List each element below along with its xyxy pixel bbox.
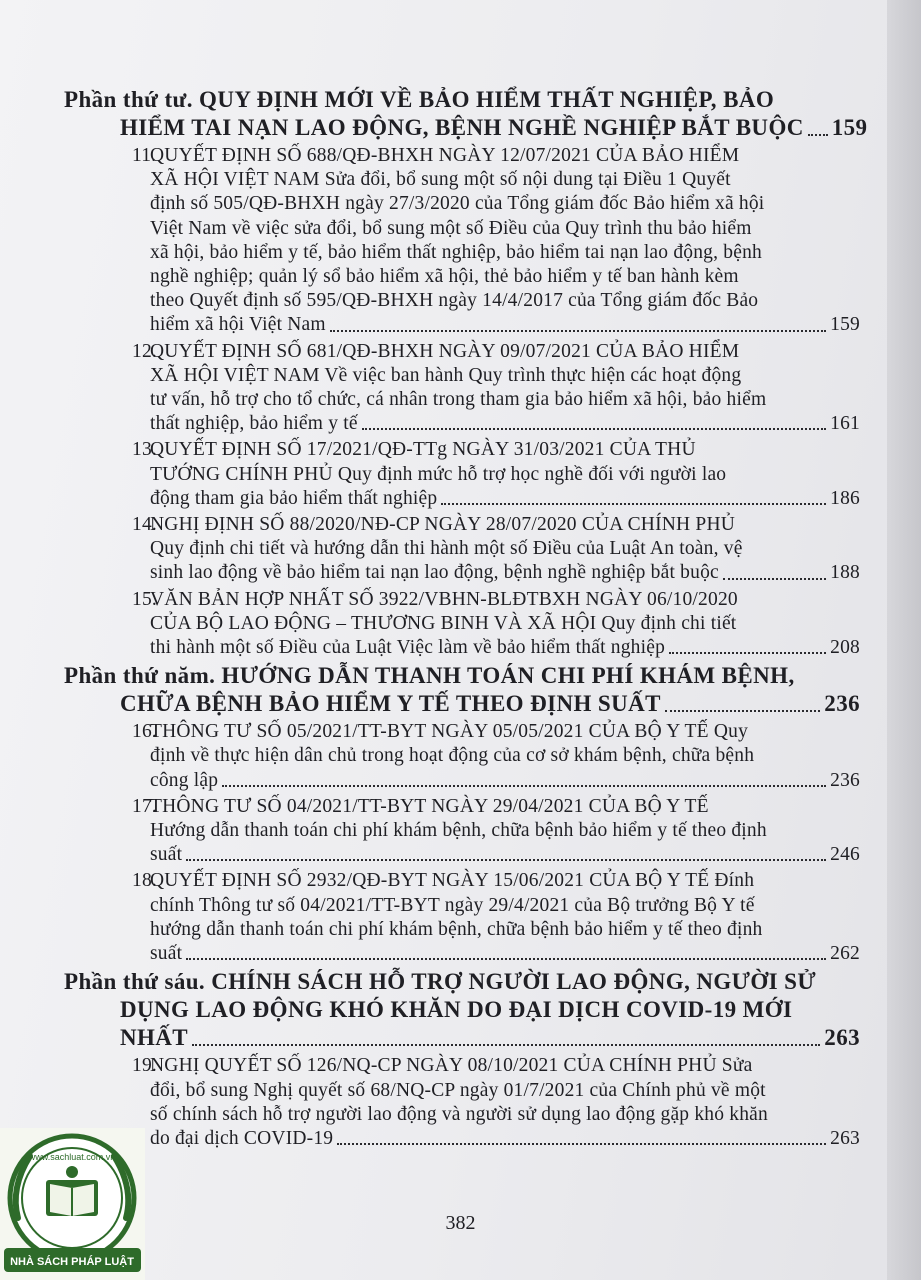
dot-leader (186, 859, 826, 861)
part-title-line: Phần thứ năm. HƯỚNG DẪN THANH TOÁN CHI PHÍ KHÁM BỆNH, (64, 663, 795, 689)
entry-line: theo Quyết định số 595/QĐ-BHXH ngày 14/4/2017 của Tổng giám đốc Bảo (150, 290, 759, 312)
entry-line: nghề nghiệp; quản lý sổ bảo hiểm xã hội, thẻ bảo hiểm y tế ban hành kèm (150, 266, 739, 288)
entry-number: 14. (132, 514, 157, 536)
entry-line: do đại dịch COVID-19 (150, 1127, 334, 1149)
part-page-number: 236 (824, 691, 860, 717)
dot-leader (723, 578, 826, 580)
entry-line: thất nghiệp, bảo hiểm y tế (150, 413, 358, 435)
part-heading-6[interactable] (64, 968, 860, 1052)
dot-leader (222, 785, 826, 787)
entry-line: hướng dẫn thanh toán chi phí khám bệnh, chữa bệnh bảo hiểm y tế theo định (150, 918, 763, 940)
toc-entry-18[interactable] (64, 869, 860, 966)
entry-line: động tham gia bảo hiểm thất nghiệp (150, 487, 438, 509)
page-number: 382 (445, 1212, 476, 1234)
table-of-contents (64, 86, 868, 1153)
dot-leader (186, 958, 826, 960)
entry-number: 13. (132, 439, 157, 461)
entry-line: hiểm xã hội Việt Nam (150, 314, 326, 336)
entry-line: số chính sách hỗ trợ người lao động và người sử dụng lao động gặp khó khăn (150, 1103, 768, 1125)
entry-number: 15. (132, 588, 157, 610)
entry-number: 16. (132, 721, 157, 743)
entry-line: suất (150, 844, 183, 866)
entry-line: chính Thông tư số 04/2021/TT-BYT ngày 29/4/2021 của Bộ trưởng Bộ Y tế (150, 894, 755, 916)
dot-leader (665, 690, 820, 712)
entry-number: 12. (132, 340, 157, 362)
entry-line: định số 505/QĐ-BHXH ngày 27/3/2020 của Tổng giám đốc Bảo hiểm xã hội (150, 193, 765, 215)
entry-line: QUYẾT ĐỊNH SỐ 681/QĐ-BHXH NGÀY 09/07/2021 CỦA BẢO HIỂM (150, 340, 740, 362)
law-book-emblem-icon (0, 1128, 145, 1280)
entry-line: định về thực hiện dân chủ trong hoạt động của cơ sở khám bệnh, chữa bệnh (150, 745, 755, 767)
entry-line: thi hành một số Điều của Luật Việc làm về bảo hiểm thất nghiệp (150, 637, 666, 659)
entry-line: QUYẾT ĐỊNH SỐ 17/2021/QĐ-TTg NGÀY 31/03/2021 CỦA THỦ (150, 439, 696, 461)
entry-line: Hướng dẫn thanh toán chi phí khám bệnh, chữa bệnh bảo hiểm y tế theo định (150, 820, 767, 842)
entry-line: THÔNG TƯ SỐ 05/2021/TT-BYT NGÀY 05/05/2021 CỦA BỘ Y TẾ Quy (150, 721, 749, 743)
entry-line: QUYẾT ĐỊNH SỐ 688/QĐ-BHXH NGÀY 12/07/2021 CỦA BẢO HIỂM (150, 145, 740, 166)
dot-leader (337, 1143, 826, 1145)
toc-entry-12[interactable] (64, 340, 860, 437)
entry-line: sinh lao động về bảo hiểm tai nạn lao động, bệnh nghề nghiệp bắt buộc (150, 562, 719, 584)
entry-page-number: 262 (830, 943, 860, 965)
dot-leader (808, 114, 828, 136)
part-title-line: Phần thứ tư. QUY ĐỊNH MỚI VỀ BẢO HIỂM THẤT NGHIỆP, BẢO (64, 87, 775, 112)
part-page-number: 263 (824, 1025, 860, 1051)
part-title-line: DỤNG LAO ĐỘNG KHÓ KHĂN DO ĐẠI DỊCH COVID-19 MỚI (120, 997, 793, 1023)
entry-line: công lập (150, 769, 219, 791)
entry-line: QUYẾT ĐỊNH SỐ 2932/QĐ-BYT NGÀY 15/06/2021 CỦA BỘ Y TẾ Đính (150, 870, 755, 892)
entry-line: XÃ HỘI VIỆT NAM Sửa đổi, bổ sung một số nội dung tại Điều 1 Quyết (150, 169, 731, 191)
part-title-line: CHỮA BỆNH BẢO HIỂM Y TẾ THEO ĐỊNH SUẤT (120, 691, 661, 717)
entry-page-number: 186 (830, 487, 860, 509)
entry-page-number: 263 (830, 1127, 860, 1149)
dot-leader (362, 428, 826, 430)
part-title-line: HIỂM TAI NẠN LAO ĐỘNG, BỆNH NGHỀ NGHIỆP BẮT BUỘC (120, 115, 804, 140)
entry-line: đổi, bổ sung Nghị quyết số 68/NQ-CP ngày 01/7/2021 của Chính phủ về một (150, 1079, 766, 1101)
entry-line: xã hội, bảo hiểm y tế, bảo hiểm thất nghiệp, bảo hiểm tai nạn lao động, bệnh (150, 241, 762, 263)
part-page-number: 159 (831, 115, 868, 140)
toc-entry-13[interactable] (64, 438, 860, 511)
part-heading-4[interactable] (64, 86, 868, 142)
dot-leader (441, 503, 826, 505)
entry-line: NGHỊ QUYẾT SỐ 126/NQ-CP NGÀY 08/10/2021 CỦA CHÍNH PHỦ Sửa (150, 1055, 753, 1077)
toc-entry-17[interactable] (64, 795, 860, 868)
entry-line: Quy định chi tiết và hướng dẫn thi hành một số Điều của Luật An toàn, vệ (150, 538, 743, 560)
toc-entry-16[interactable] (64, 720, 860, 793)
entry-page-number: 246 (830, 844, 860, 866)
entry-page-number: 188 (830, 562, 860, 584)
entry-line: NGHỊ ĐỊNH SỐ 88/2020/NĐ-CP NGÀY 28/07/2020 CỦA CHÍNH PHỦ (150, 514, 736, 536)
toc-entry-14[interactable] (64, 513, 860, 586)
entry-line: THÔNG TƯ SỐ 04/2021/TT-BYT NGÀY 29/04/2021 CỦA BỘ Y TẾ (150, 795, 709, 817)
entry-number: 19. (132, 1055, 157, 1077)
entry-line: tư vấn, hỗ trợ cho tổ chức, cá nhân trong tham gia bảo hiểm xã hội, bảo hiểm (150, 389, 767, 411)
entry-number: 17. (132, 795, 157, 817)
part-title-line: NHẤT (120, 1025, 189, 1051)
page-edge (887, 0, 921, 1280)
part-heading-5[interactable] (64, 662, 860, 718)
dot-leader (669, 652, 826, 654)
entry-page-number: 236 (830, 769, 860, 791)
entry-line: CỦA BỘ LAO ĐỘNG – THƯƠNG BINH VÀ XÃ HỘI Quy định chi tiết (150, 612, 737, 634)
entry-line: TƯỚNG CHÍNH PHỦ Quy định mức hỗ trợ học nghề đối với người lao (150, 463, 727, 485)
entry-page-number: 159 (830, 314, 860, 336)
publisher-logo[interactable] (0, 1128, 145, 1280)
entry-line: suất (150, 943, 183, 965)
entry-number: 11. (132, 145, 157, 166)
toc-entry-11[interactable] (64, 144, 860, 338)
logo-url: www.sachluat.com.vn (28, 1152, 116, 1162)
entry-page-number: 208 (830, 637, 860, 659)
logo-name: NHÀ SÁCH PHÁP LUẬT (10, 1256, 134, 1268)
entry-line: Việt Nam về việc sửa đổi, bổ sung một số Điều của Quy trình thu bảo hiểm (150, 217, 752, 239)
entry-line: VĂN BẢN HỢP NHẤT SỐ 3922/VBHN-BLĐTBXH NGÀY 06/10/2020 (150, 588, 738, 610)
part-title-line: Phần thứ sáu. CHÍNH SÁCH HỖ TRỢ NGƯỜI LAO ĐỘNG, NGƯỜI SỬ (64, 969, 817, 995)
toc-entry-15[interactable] (64, 588, 860, 661)
entry-page-number: 161 (830, 413, 860, 435)
entry-line: XÃ HỘI VIỆT NAM Về việc ban hành Quy trình thực hiện các hoạt động (150, 364, 742, 386)
dot-leader (192, 1024, 820, 1046)
toc-entry-19[interactable] (64, 1054, 860, 1151)
entry-number: 18. (132, 870, 157, 892)
dot-leader (330, 330, 826, 332)
